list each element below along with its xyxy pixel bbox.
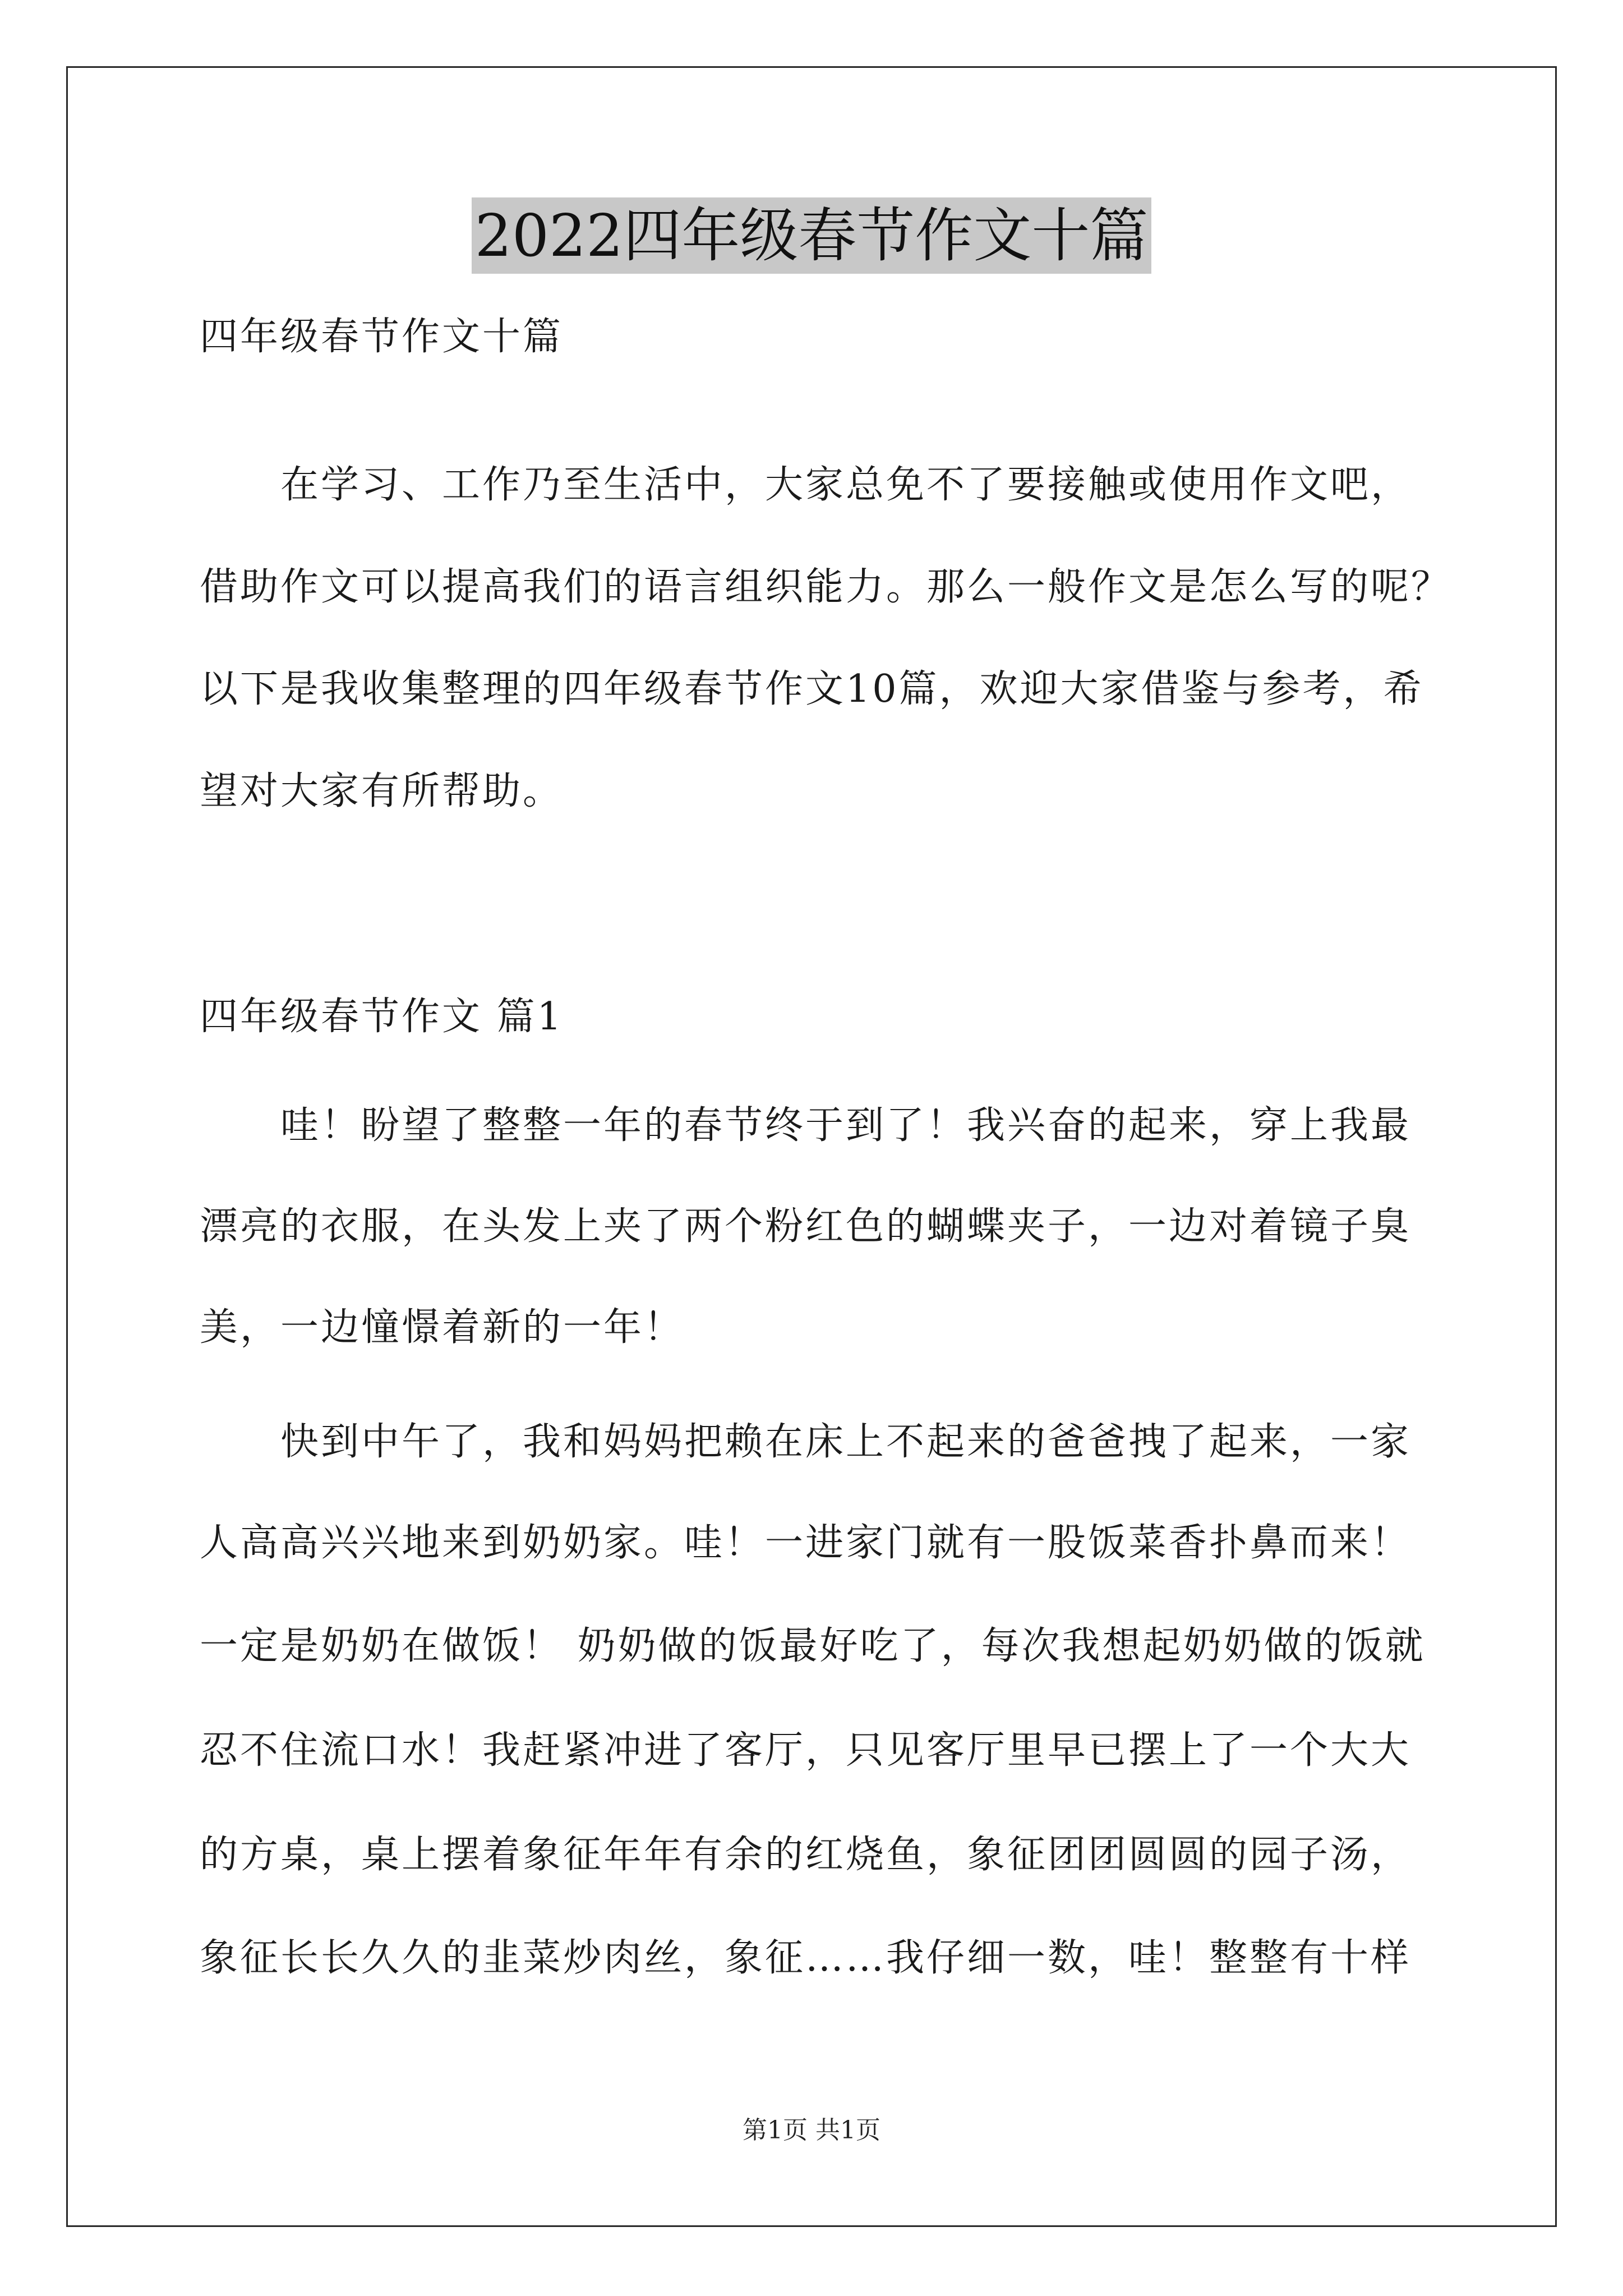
document-title: 2022四年级春节作文十篇 <box>472 197 1152 274</box>
paragraph-line: 象征长长久久的韭菜炒肉丝，象征……我仔细一数，哇！整整有十样 <box>200 1936 1412 1980</box>
intro-line: 在学习、工作乃至生活中，大家总免不了要接触或使用作文吧， <box>280 463 1412 507</box>
paragraph-line: 一定是奶奶在做饭！ 奶奶做的饭最好吃了，每次我想起奶奶做的饭就 <box>200 1624 1426 1668</box>
intro-line: 以下是我收集整理的四年级春节作文10篇，欢迎大家借鉴与参考，希 <box>200 667 1424 711</box>
page-footer: 第1页 共1页 <box>743 2116 880 2145</box>
title-container <box>0 197 1623 274</box>
subtitle: 四年级春节作文十篇 <box>200 315 564 359</box>
paragraph-line: 快到中午了，我和妈妈把赖在床上不起来的爸爸拽了起来，一家 <box>280 1420 1412 1464</box>
paragraph-line: 人高高兴兴地来到奶奶家。哇！一进家门就有一股饭菜香扑鼻而来！ <box>200 1521 1412 1565</box>
intro-line: 借助作文可以提高我们的语言组织能力。那么一般作文是怎么写的呢？ <box>200 565 1452 609</box>
paragraph-line: 漂亮的衣服，在头发上夹了两个粉红色的蝴蝶夹子，一边对着镜子臭 <box>200 1204 1412 1249</box>
intro-line: 望对大家有所帮助。 <box>200 769 564 813</box>
paragraph-line: 哇！盼望了整整一年的春节终于到了！我兴奋的起来，穿上我最 <box>280 1103 1412 1148</box>
paragraph-line: 的方桌，桌上摆着象征年年有余的红烧鱼，象征团团圆圆的园子汤， <box>200 1833 1412 1877</box>
paragraph-line: 忍不住流口水！我赶紧冲进了客厅，只见客厅里早已摆上了一个大大 <box>200 1728 1412 1773</box>
paragraph-line: 美，一边憧憬着新的一年！ <box>200 1305 685 1350</box>
section-heading: 四年级春节作文 篇1 <box>200 995 564 1039</box>
